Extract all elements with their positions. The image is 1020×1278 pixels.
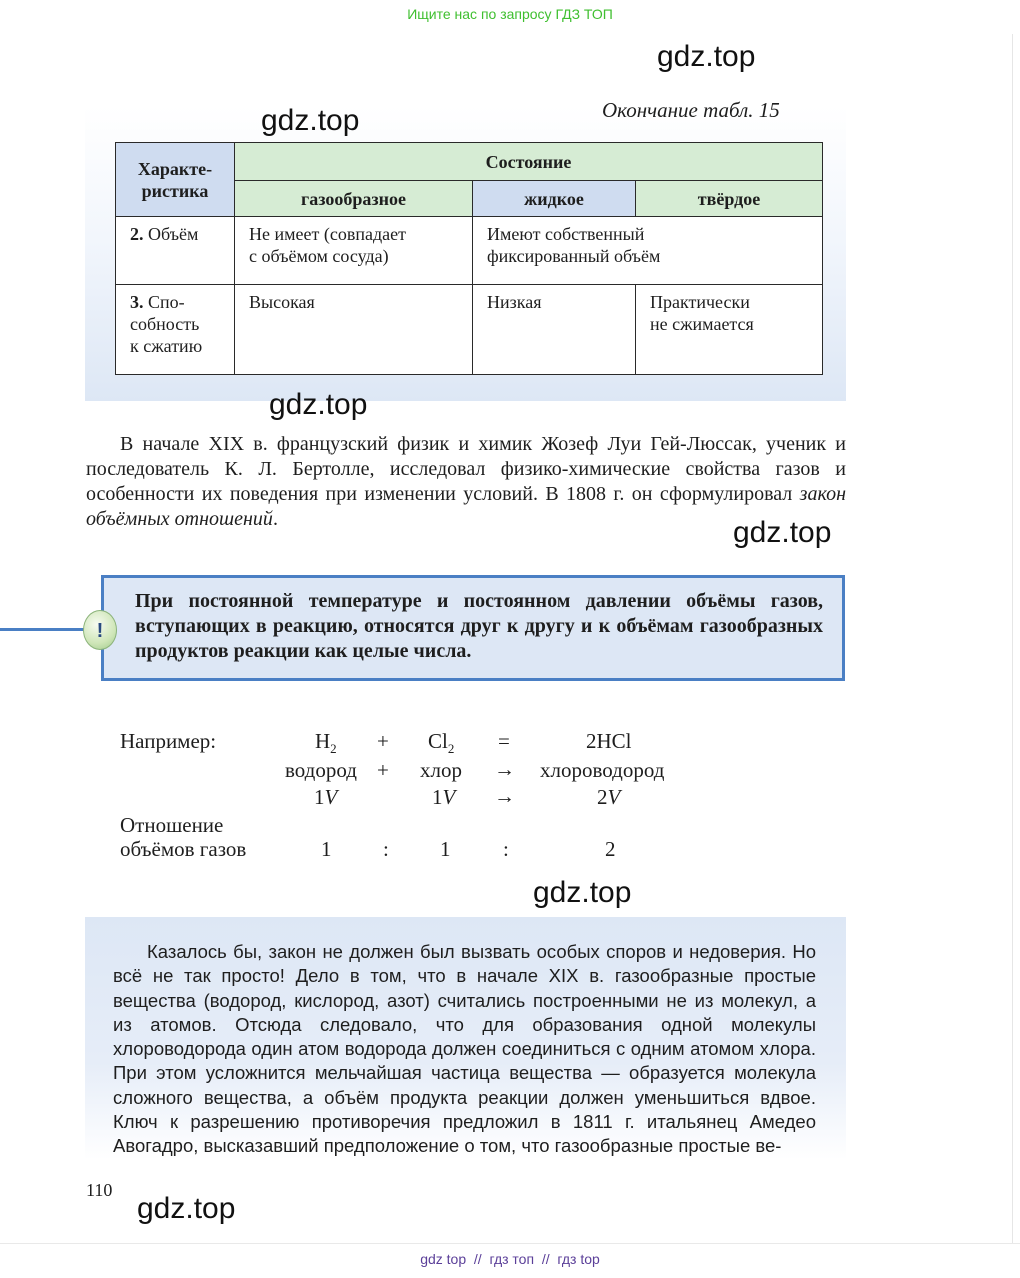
history-note: Казалось бы, закон не должен был вызвать особых споров и недоверия. Но всё не так просто! Дело в том, что в начале XIX в. газообразные простые вещества (водород, кислород, азот) считались построенными не из молекул, а из атомов. Отсюда следовало, что для образования одной молекулы хлороводорода один атом водорода должен соединиться с одним атомом хлора. При этом усложнится мельчайшая частица вещества — образуется молекула сложного вещества, а объём продукта реакции должен уменьшиться вдвое. Ключ к разрешению противоречия предложил в 1811 г. итальянец Амедео Авогадро, высказавший предположение о том, что газообразные простые ве- [113,941,816,1157]
name-chlorine: хлор [420,758,462,782]
volume-h2-number: 1 [314,785,325,809]
example-label: Например: [120,729,217,753]
page-edge-bottom [0,1243,1020,1244]
formula-h2 [315,729,337,761]
row-label: Спо- собность к сжатию [130,292,203,356]
ratio-label: Отношение [120,813,224,837]
watermark: gdz.top [533,876,632,909]
plus-sign: + [377,729,389,753]
equals-sign: = [498,729,510,753]
ratio-value: 1 [321,837,332,861]
volume-unit: V [607,785,621,809]
cell-solid: Практически не сжимается [636,285,823,375]
paragraph-end: . [272,508,278,530]
watermark: gdz.top [269,388,368,421]
cell-gas: Высокая [235,285,473,375]
formula-h2-symbol: H [315,729,331,753]
footer-links: gdz top // гдз топ // гдз top [420,1251,600,1267]
watermark: gdz.top [137,1192,236,1225]
page-edge [1012,34,1020,1244]
header-liquid: жидкое [473,181,636,217]
watermark: gdz.top [261,104,360,137]
volume-cl2-number: 1 [432,785,443,809]
cell-gas: Не имеет (совпадает с объёмом сосуда) [235,217,473,285]
header-solid: твёрдое [636,181,823,217]
cell-liquid: Низкая [473,285,636,375]
paragraph-text: В начале XIX в. французский физик и химик Жозеф Луи Гей-Люссак, ученик и последователь К. Л. Бертолле, исследовал физико-химические свойства газов и особенности их поведения при изменении условий. В 1808 г. он сформулировал [86,433,846,505]
volume-unit: V [324,785,338,809]
watermark: gdz.top [657,40,756,73]
formula-cl2-symbol: Cl [428,729,448,753]
formula-h2-index: 2 [330,741,337,757]
header-characteristic: Характе- ристика [116,143,235,217]
name-hydrogen-chloride: хлороводород [540,758,665,782]
search-banner: Ищите нас по запросу ГДЗ ТОП [407,6,613,22]
formula-cl2-index: 2 [447,741,455,757]
law-statement: При постоянной температуре и постоянном давлении объёмы газов, вступающих в реакцию, относятся друг к другу и к объёмам газообразных продуктов реакции как целые числа. [135,590,823,662]
header-gas: газообразное [235,181,473,217]
name-hydrogen: водород [285,758,357,782]
row-label: Объём [143,224,199,244]
arrow-icon: → [494,784,515,808]
volume-unit: V [442,785,456,809]
law-name: закон объёмных отношений [86,483,846,530]
ratio-colon: : [503,837,509,861]
ratio-label: объёмов газов [120,837,247,861]
page-number: 110 [86,1180,113,1200]
ratio-value: 1 [440,837,451,861]
table-row [116,217,823,285]
rule-pointer-line [0,628,84,631]
volume-hcl-number: 2 [597,785,608,809]
volume-cl2 [432,785,455,809]
plus-sign: + [377,758,389,782]
row-number: 2. [130,224,144,244]
ratio-value: 2 [605,837,616,861]
watermark: gdz.top [733,516,832,549]
intro-paragraph [86,432,846,532]
states-table [115,142,823,375]
cell-liquid-solid: Имеют собственный фиксированный объём [473,217,823,285]
arrow-icon: → [494,757,515,781]
exclamation-icon: ! [83,610,117,650]
volume-hcl [597,785,620,809]
row-characteristic [116,285,235,375]
formula-cl2 [428,729,454,761]
table-caption: Окончание табл. 15 [602,98,780,122]
formula-hcl: 2HCl [586,729,632,753]
volume-h2 [314,785,337,809]
row-number: 3. [130,292,144,312]
ratio-colon: : [383,837,389,861]
table-row [116,285,823,375]
header-state: Состояние [235,143,823,181]
row-characteristic [116,217,235,285]
